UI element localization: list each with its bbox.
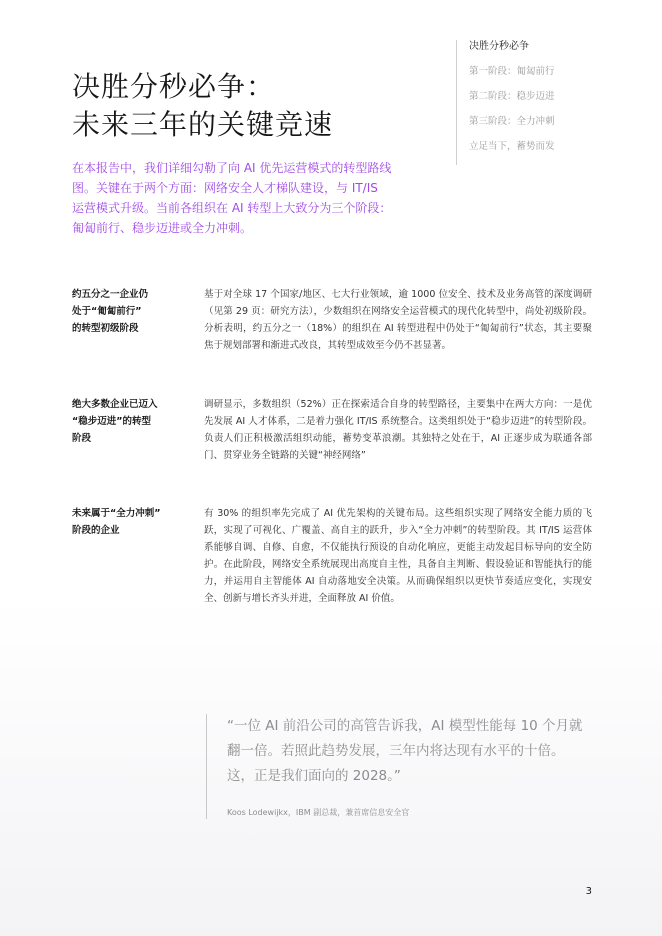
section-label-line: 未来属于“全力冲刺”: [72, 508, 161, 519]
section-label-line: “稳步迈进”的转型: [72, 416, 151, 427]
section-label: [72, 505, 182, 539]
section-label-line: 的转型初级阶段: [72, 323, 139, 334]
pull-quote: [206, 714, 607, 819]
section-body: 基于对全球 17 个国家/地区、七大行业领域，逾 1000 位安全、技术及业务高管的深度调研（见第 29 页：研究方法），少数组织在网络安全运营模式的现代化转型中，尚处初级阶段。分析表明，约五分之一（18%）的组织在 AI 转型进程中仍处于“匍匐前行”状态，其主要聚焦于规划部署和渐进式改良，其转型成效至今仍不甚显著。: [204, 289, 592, 351]
quote-author: Koos Lodewijkx，IBM 副总裁，兼首席信息安全官: [227, 808, 410, 817]
section-label: [72, 286, 182, 337]
page-title: [72, 68, 402, 144]
intro-paragraph: 在本报告中，我们详细勾勒了向 AI 优先运营模式的转型路线图。关键在于两个方面：网络安全人才梯队建设，与 IT/IS 运营模式升级。当前各组织在 AI 转型上大致分为三个阶段：匍匐前行、稳步迈进或全力冲刺。: [72, 161, 392, 235]
section-label-line: 绝大多数企业已迈入: [72, 399, 158, 410]
section-label-line: 阶段的企业: [72, 525, 120, 536]
section-label-line: 约五分之一企业仍: [72, 289, 149, 300]
toc-item-stage-2[interactable]: 第二阶段：稳步迈进: [469, 91, 555, 102]
section-label: [72, 396, 182, 447]
table-of-contents: [456, 40, 629, 165]
toc-item-conclusion[interactable]: 立足当下，蓄势而发: [469, 141, 555, 152]
page-number: 3: [585, 886, 592, 897]
section-label-line: 阶段: [72, 433, 92, 444]
toc-item-stage-1[interactable]: 第一阶段：匍匐前行: [469, 66, 555, 77]
section-body: 调研显示，多数组织（52%）正在探索适合自身的转型路径，主要集中在两大方向：一是优先发展 AI 人才体系，二是着力强化 IT/IS 系统整合。这类组织处于“稳步迈进”的转型阶段。负责人们正积极激活组织动能，蓄势变革浪潮。其独特之处在于，AI 正逐步成为联通各部门、贯穿业务全链路的关键“神经网络”: [204, 399, 592, 461]
page-title-line-2: 未来三年的关键竞速: [72, 108, 334, 141]
toc-item-stage-3[interactable]: 第三阶段：全力冲刺: [469, 116, 555, 127]
section-label-line: 处于“匍匐前行”: [72, 306, 142, 317]
quote-text: “一位 AI 前沿公司的高管告诉我，AI 模型性能每 10 个月就翻一倍。若照此趋势发展，三年内将达现有水平的十倍。这，正是我们面向的 2028。”: [227, 718, 583, 784]
toc-heading[interactable]: 决胜分秒必争: [469, 41, 529, 52]
section-body: 有 30% 的组织率先完成了 AI 优先架构的关键布局。这些组织实现了网络安全能力质的飞跃，实现了可视化、广覆盖、高自主的跃升，步入“全力冲刺”的转型阶段。其 IT/IS 运营体系能够自调、自修、自愈，不仅能执行预设的自动化响应，更能主动发起目标导向的安全防护。在此阶段，网络安全系统展现出高度自主性，具备自主判断、假设验证和智能执行的能力，并运用自主智能体 AI 自动落地安全决策。从而确保组织以更快节奏适应变化，实现安全、创新与增长齐头并进，全面释放 AI 价值。: [204, 508, 592, 604]
page-title-line-1: 决胜分秒必争：: [72, 70, 276, 103]
